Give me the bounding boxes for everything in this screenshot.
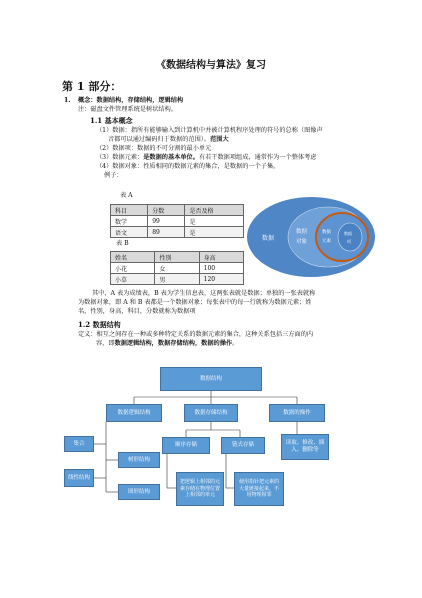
note-line: 注：磁盘文件管理系统是树状结构。 (78, 106, 177, 113)
tree-node-sequential-detail: 把逻辑上相邻的元素存储在物理位置上相邻的单元 (176, 472, 224, 506)
section-1-1: 1.1 基本概念 (90, 116, 133, 125)
venn-label-element-1: 数据 (322, 230, 331, 235)
example-label: 例子： (104, 172, 123, 179)
table-cell: 性别 (155, 252, 199, 263)
table-cell: 女 (155, 263, 199, 274)
tree-node-storage: 数据存储结构 (184, 404, 238, 422)
table-cell: 数学 (111, 216, 148, 227)
definition-element-bold: 是数据的基本单位。 (143, 154, 199, 161)
tree-node-ops: 数据的操作 (269, 404, 325, 422)
explanation-2: 为数据对象，即 A 和 B 表都是一个数据对象；每张表中的每一行就称为数据元素；姓 (78, 299, 312, 306)
table-cell: 是 (185, 227, 244, 238)
venn-label-data: 数据 (262, 235, 275, 242)
explanation-3: 名，性别，身高，科目，分数就称为数据项 (78, 308, 196, 315)
definition-data-bold: 范围大 (210, 136, 229, 143)
table-cell: 是否及格 (185, 205, 244, 216)
definition-structure-1: 定义：相互之间存在一种或多种特定关系的数据元素的集合，这种关系包括三方面的内 (78, 331, 314, 338)
definition-structure-post: 。 (232, 340, 239, 347)
venn-label-object-1: 数据 (296, 229, 308, 235)
table-cell: 是 (185, 216, 244, 227)
venn-label-object-2: 对象 (296, 239, 308, 245)
tree-node-linked: 链式存储 (221, 437, 265, 454)
table-cell: 120 (199, 274, 243, 285)
definition-data-text: 音都可以通过编码归于数据的范围）。 (108, 136, 211, 143)
definition-element-pre: （3）数据元素： (96, 154, 144, 161)
table-cell: 99 (148, 216, 185, 227)
tree-node-root: 数据结构 (160, 367, 262, 391)
venn-label-element-2: 元素 (322, 239, 331, 244)
table-cell: 科目 (111, 205, 148, 216)
table-cell: 89 (148, 227, 185, 238)
definition-element-post: 有若干数据项组成，通常作为一个整体考虑 (198, 154, 317, 161)
tree-node-ops-detail: 读取、修改、插入、删除等 (281, 434, 329, 460)
table-cell: 语文 (111, 227, 148, 238)
tree-node-linked-detail: 使用指针把元素的大量链接起来，不用物理相邻 (234, 472, 284, 506)
tree-node-tree: 树形结构 (118, 452, 160, 468)
definition-structure-bold: 数据逻辑结构，数据存储结构，数据的操作 (114, 340, 233, 347)
tree-node-sequential: 顺序存储 (162, 437, 210, 454)
tree-node-linear: 线性结构 (64, 469, 94, 487)
table-b-label: 表 B (116, 240, 129, 247)
table-cell: 100 (199, 263, 243, 274)
tree-node-set: 集合 (64, 436, 94, 452)
table-cell: 小花 (111, 263, 155, 274)
definition-object: （4）数据对象：性质相同的数据元素的集合，是数据的一个子集。 (96, 163, 280, 170)
item-number: 1. (64, 97, 71, 104)
venn-label-item-1: 数据 (344, 231, 352, 236)
venn-label-item-2: 项 (347, 239, 351, 244)
table-a-label: 表 A (120, 192, 133, 199)
definition-item: （2）数据项：数据的不可分割的最小单元 (96, 145, 212, 152)
part-heading: 第 1 部分： (62, 80, 122, 93)
definition-data-1: （1）数据：指所有能够输入到计算机中并被计算机程序处理的符号的总称（图像声 (96, 127, 323, 134)
table-cell: 分数 (148, 205, 185, 216)
definition-structure-pre: 容，即 (96, 340, 115, 347)
table-cell: 小草 (111, 274, 155, 285)
section-1-2: 1.2 数据结构 (78, 320, 121, 329)
tree-node-graph: 图形结构 (118, 484, 160, 500)
explanation-1: 其中，A 表为成绩表，B 表为学生信息表，这两张表就是数据；单独的一张表就称 (92, 290, 316, 297)
tree-node-logic: 数据逻辑结构 (106, 404, 162, 422)
table-cell: 姓名 (111, 252, 155, 263)
page-title: 《数据结构与算法》复习 (156, 60, 266, 71)
table-cell: 身高 (199, 252, 243, 263)
concepts-line: 概念：数据结构，存储结构，逻辑结构 (78, 97, 184, 104)
table-cell: 男 (155, 274, 199, 285)
